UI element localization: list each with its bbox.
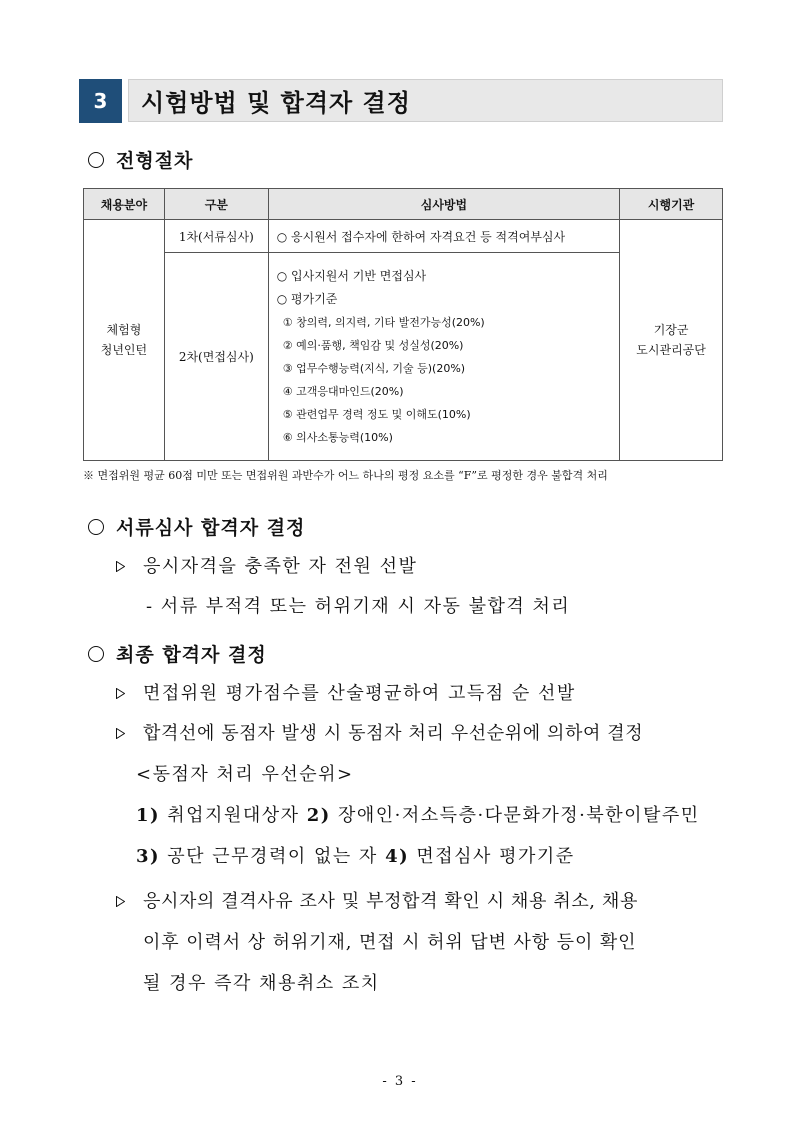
procedure-heading-text: 전형절차 [116,150,194,172]
priority-text: 공단 근무경력이 없는 자 [167,846,378,867]
final-pass-item [116,679,576,705]
round1-label: 1차(서류심사) [164,220,268,253]
agency-line-2: 도시관리공단 [636,343,706,357]
triangle-bullet-icon [116,561,125,572]
col-header-agency: 시행기관 [620,189,723,220]
section-title: 시험방법 및 합격자 결정 [128,79,723,122]
final-pass-item-text: 응시자의 결격사유 조사 및 부정합격 확인 시 채용 취소, 채용 [143,891,638,912]
triangle-bullet-icon [116,896,125,907]
col-header-field: 채용분야 [84,189,165,220]
field-line-1: 체험형 [106,323,142,337]
priority-num: 1) [136,805,161,826]
round2-method [268,253,619,461]
criteria-item: ③ 업무수행능력(지식, 기술 등)(20%) [282,361,466,375]
criteria-head: ○ 평가기준 [276,291,338,306]
priority-text: 면접심사 평가기준 [416,846,575,867]
page-number: - 3 - [382,1074,418,1089]
document-pass-subitem: - 서류 부적격 또는 허위기재 시 자동 불합격 처리 [146,596,571,617]
priority-text: 장애인·저소득층·다문화가정·북한이탈주민 [338,805,700,826]
field-cell [84,220,165,461]
round2-label: 2차(면접심사) [164,253,268,461]
criteria-item: ② 예의·품행, 책임감 및 성실성(20%) [282,338,464,352]
agency-cell [620,220,723,461]
final-pass-item [116,719,643,745]
final-pass-item-continued: 될 경우 즉각 채용취소 조치 [143,973,380,994]
section-number: 3 [79,79,122,123]
round2-method-head: ○ 입사지원서 기반 면접심사 [276,268,427,283]
col-header-method: 심사방법 [268,189,619,220]
criteria-item: ⑤ 관련업무 경력 정도 및 이해도(10%) [282,407,471,421]
document-pass-heading [88,513,305,540]
final-pass-item-continued: 이후 이력서 상 허위기재, 면접 시 허위 답변 사항 등이 확인 [143,932,637,953]
priority-num: 3) [136,846,161,867]
priority-num: 4) [385,846,410,867]
section-header [79,79,723,123]
final-pass-heading-text: 최종 합격자 결정 [116,644,267,666]
triangle-bullet-icon [116,728,125,739]
priority-line-1 [136,801,700,827]
col-header-stage: 구분 [164,189,268,220]
document-pass-item-text: 응시자격을 충족한 자 전원 선발 [143,556,418,577]
procedure-table [83,188,723,461]
final-pass-heading [88,640,267,667]
criteria-item: ⑥ 의사소통능력(10%) [282,430,393,444]
circle-bullet-icon [88,519,104,535]
circle-bullet-icon [88,152,104,168]
circle-bullet-icon [88,646,104,662]
priority-num: 2) [306,805,331,826]
triangle-bullet-icon [116,688,125,699]
field-line-2: 청년인턴 [100,343,148,357]
final-pass-item-text: 면접위원 평가점수를 산술평균하여 고득점 순 선발 [143,683,576,704]
table-note: ※ 면접위원 평균 60점 미만 또는 면접위원 과반수가 어느 하나의 평정 요소를 “F”로 평정한 경우 불합격 처리 [83,469,608,482]
priority-text: 취업지원대상자 [167,805,300,826]
priority-title: <동점자 처리 우선순위> [136,764,354,785]
round1-method: ○ 응시원서 접수자에 한하여 자격요건 등 적격여부심사 [268,220,619,253]
document-pass-item [116,552,417,578]
final-pass-item [116,887,638,913]
document-pass-heading-text: 서류심사 합격자 결정 [116,517,306,539]
agency-line-1: 기장군 [653,323,689,337]
procedure-heading [88,146,193,173]
final-pass-item-text: 합격선에 동점자 발생 시 동점자 처리 우선순위에 의하여 결정 [143,723,644,744]
criteria-item: ④ 고객응대마인드(20%) [282,384,404,398]
priority-line-2 [136,842,575,868]
criteria-item: ① 창의력, 의지력, 기타 발전가능성(20%) [282,315,485,329]
